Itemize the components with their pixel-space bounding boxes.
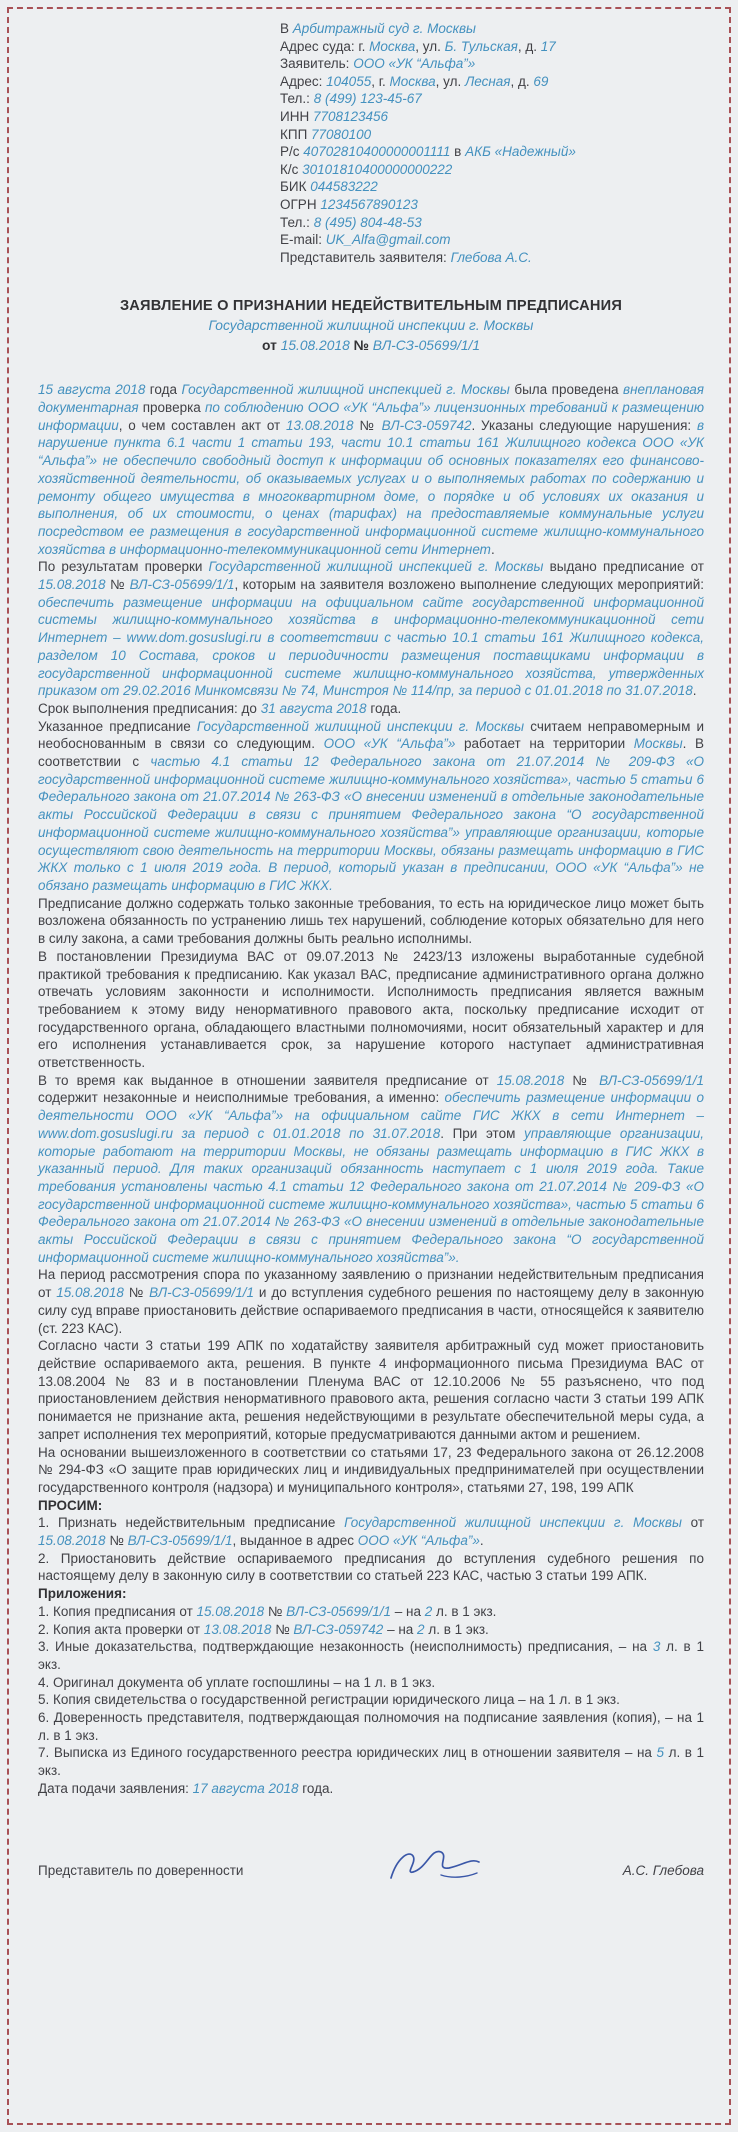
header-line: Представитель заявителя: Глебова А.С. [280,249,532,265]
handwritten-signature-icon [383,1844,483,1886]
body-paragraph: Указанное предписание Государственной жилищной инспекции г. Москвы считаем неправомерным и необоснованным в связи со следующим. ООО «УК “Альфа”» работает на территории Москвы. В соответствии с частью 4.1 статьи 12 Федерального закона от 21.07.2014 № 209-ФЗ «О государственной информационной системе жилищно-коммунального хозяйства», частью 5 статьи 6 Федерального закона от 21.07.2014 № 263-ФЗ «О внесении изменений в отдельные законодательные акты Российской Федерации в связи с принятием Федерального закона “О государственной информационной системе жилищно-коммунального хозяйства”» управляющие организации, которые осуществляют свою деятельность на территории Москвы, обязаны размещать информацию в ГИС ЖКХ только с 1 июля 2019 года. В период, который указан в предписании, ООО «УК “Альфа”» не обязано размещать информацию в ГИС ЖКХ. [38,718,704,893]
document-date-number: от 15.08.2018 № ВЛ-СЗ-05699/1/1 [262,337,480,353]
body-paragraph: На основании вышеизложенного в соответствии со статьями 17, 23 Федерального закона от 26.12.2008 № 294-ФЗ «О защите прав юридических лиц и индивидуальных предпринимателей при осуществлении государственного контроля (надзора) и муниципального контроля», статьями 27, 198, 199 АПК [38,1444,704,1495]
body-paragraph: Предписание должно содержать только законные требования, то есть на юридическое лицо может быть возложена обязанность по устранению лишь тех нарушений, соблюдение которых обязательно для него в силу закона, а сами требования должны быть реально исполнимы. [38,895,704,947]
attachment-item: 4. Оригинал документа об уплате госпошлины – на 1 л. в 1 экз. [38,1674,436,1690]
pleas-heading: ПРОСИМ: [38,1497,103,1513]
body-paragraph: В то время как выданное в отношении заявителя предписание от 15.08.2018 № ВЛ-СЗ-05699/1/1 содержит незаконные и неисполнимые требования, а именно: обеспечить размещение информации о деятельности ООО «УК “Альфа”» на официальном сайте ГИС ЖКХ в сети Интернет – www.dom.gosuslugi.ru за период с 01.01.2018 по 31.07.2018. При этом управляющие организации, которые работают на территории Москвы, не обязаны размещать информацию в ГИС ЖКХ в указанный период. Для таких организаций обязанность наступает с 1 июля 2019 года. Такие требования установлены частью 4.1 статьи 12 Федерального закона от 21.07.2014 № 209-ФЗ «О государственной информационной системе жилищно-коммунального хозяйства», частью 5 статьи 6 Федерального закона от 21.07.2014 № 263-ФЗ «О внесении изменений в отдельные законодательные акты Российской Федерации в связи с принятием Федерального закона “О государственной информационной системе жилищно-коммунального хозяйства”». [38,1072,705,1265]
document-subtitle: Государственной жилищной инспекции г. Москвы [208,318,534,334]
body-paragraph: В постановлении Президиума ВАС от 09.07.2013 № 2423/13 изложены выработанные судебной практикой требования к предписанию. Как указал ВАС, предписание административного органа должно отвечать условиям законности и исполнимости. Исполнимость предписания является важным требованием к этому виду ненормативного правового акта, поскольку предписание исходит от государственного органа, обладающего властными полномочиями, носит обязательный характер и для его исполнения устанавливается срок, за нарушение которого наступает административная ответственность. [38,948,704,1071]
attachment-item: 7. Выписка из Единого государственного реестра юридических лиц в отношении заявителя – на 5 л. в 1 экз. [38,1745,705,1779]
header-line: Адрес: 104055, г. Москва, ул. Лесная, д. 69 [280,73,549,89]
body-paragraph: На период рассмотрения спора по указанному заявлению о признании недействительным предписания от 15.08.2018 № ВЛ-СЗ-05699/1/1 и до вступления судебного решения по настоящему делу в законную силу суд вправе приостановить действие оспариваемого предписания в части, относящейся к заявителю (ст. 223 КАС). [38,1267,705,1336]
attachment-item: 5. Копия свидетельства о государственной регистрации юридического лица – на 1 л. в 1 экз. [38,1692,620,1708]
header-line: ИНН 7708123456 [280,108,389,124]
plea-item: 1. Признать недействительным предписание Государственной жилищной инспекции г. Москвы от 15.08.2018 № ВЛ-СЗ-05699/1/1, выданное в адрес ООО «УК “Альфа”». [38,1515,704,1549]
header-line: ОГРН 1234567890123 [280,196,418,212]
body-paragraph: Согласно части 3 статьи 199 АПК по ходатайству заявителя арбитражный суд может приостановить действие оспариваемого акта, решения. В пункте 4 информационного письма Президиума ВАС от 13.08.2004 № 83 и в постановлении Пленума ВАС от 12.10.2006 № 55 разъяснено, что под приостановлением действия ненормативного правового акта, решения согласно части 3 статьи 199 АПК понимается не признание акта, решения недействующими в результате обеспечительной меры суда, а запрет исполнения тех мероприятий, которые предусматриваются данными актом и решением. [38,1338,704,1442]
header-line: Р/с 40702810400000001111 в АКБ «Надежный» [280,144,576,160]
document-content [38,20,704,1880]
signer-name: А.С. Глебова [622,1862,704,1878]
body-paragraph: По результатам проверки Государственной жилищной инспекцией г. Москвы выдано предписание от 15.08.2018 № ВЛ-СЗ-05699/1/1, которым на заявителя возложено выполнение следующих мероприятий: обеспечить размещение информации на официальном сайте государственной информационной системы жилищно-коммунального хозяйства в информационно-телекоммуникационной сети Интернет – www.dom.gosuslugi.ru в соответствии с частью 10.1 статьи 161 Жилищного кодекса, разделом 10 Состава, сроков и периодичности размещения поставщиками информации в государственной информационной системе жилищно-коммунального хозяйства, утвержденных приказом от 29.02.2016 Минкомсвязи № 74, Минстроя № 114/пр, за период с 01.01.2018 по 31.07.2018. [38,559,705,699]
header-line: КПП 77080100 [280,126,372,142]
document-title-block [38,296,704,355]
document-body [38,381,704,1879]
body-paragraph: Срок выполнения предписания: до 31 августа 2018 года. [38,700,402,716]
header-line: Тел.: 8 (499) 123-45-67 [280,91,422,107]
court-header-block [280,20,704,266]
header-line: В Арбитражный суд г. Москвы [280,21,476,36]
attachment-item: 1. Копия предписания от 15.08.2018 № ВЛ-СЗ-05699/1/1 – на 2 л. в 1 экз. [38,1603,497,1619]
attachment-item: 2. Копия акта проверки от 13.08.2018 № ВЛ-СЗ-059742 – на 2 л. в 1 экз. [38,1621,489,1637]
body-paragraph: 15 августа 2018 года Государственной жилищной инспекцией г. Москвы была проведена внеплановая документарная проверка по соблюдению ООО «УК “Альфа”» лицензионных требований к размещению информации, о чем составлен акт от 13.08.2018 № ВЛ-СЗ-059742. Указаны следующие нарушения: в нарушение пункта 6.1 части 1 статьи 193, части 10.1 статьи 161 Жилищного кодекса ООО «УК “Альфа”» не обеспечило свободный доступ к информации об основных показателях его финансово-хозяйственной деятельности, об оказываемых услугах и о выполняемых работах по содержанию и ремонту общего имущества в многоквартирном доме, о порядке и об условиях их оказания и выполнения, об их стоимости, о ценах (тарифах) на предоставляемые коммунальные услуги посредством ее размещения в государственной информационной системе жилищно-коммунального хозяйства в информационно-телекоммуникационной сети Интернет. [38,382,704,557]
attachment-item: 3. Иные доказательства, подтверждающие незаконность (неисполнимость) предписания, – на 3 л. в 1 экз. [38,1639,704,1672]
header-line: Тел.: 8 (495) 804-48-53 [280,214,422,230]
signature-row [38,1844,704,1880]
attachment-item: 6. Доверенность представителя, подтверждающая полномочия на подписание заявления (копия), – на 1 л. в 1 экз. [38,1710,704,1743]
document-title: ЗАЯВЛЕНИЕ О ПРИЗНАНИИ НЕДЕЙСТВИТЕЛЬНЫМ ПРЕДПИСАНИЯ [119,298,623,315]
plea-item: 2. Приостановить действие оспариваемого предписания до вступления судебного решения по настоящему делу в законную силу в соответствии со статьей 223 КАС, частью 3 статьи 199 АПК. [38,1550,704,1584]
header-line: E-mail: UK_Alfa@gmail.com [280,232,451,248]
header-line: Заявитель: ООО «УК “Альфа”» [280,56,476,72]
header-line: К/с 30101810400000000222 [280,161,453,177]
representative-label: Представитель по доверенности [38,1862,244,1878]
attachments-heading: Приложения: [38,1586,127,1602]
filing-date: Дата подачи заявления: 17 августа 2018 года. [38,1780,334,1796]
header-line: Адрес суда: г. Москва, ул. Б. Тульская, д. 17 [280,38,556,54]
header-line: БИК 044583222 [280,179,378,195]
